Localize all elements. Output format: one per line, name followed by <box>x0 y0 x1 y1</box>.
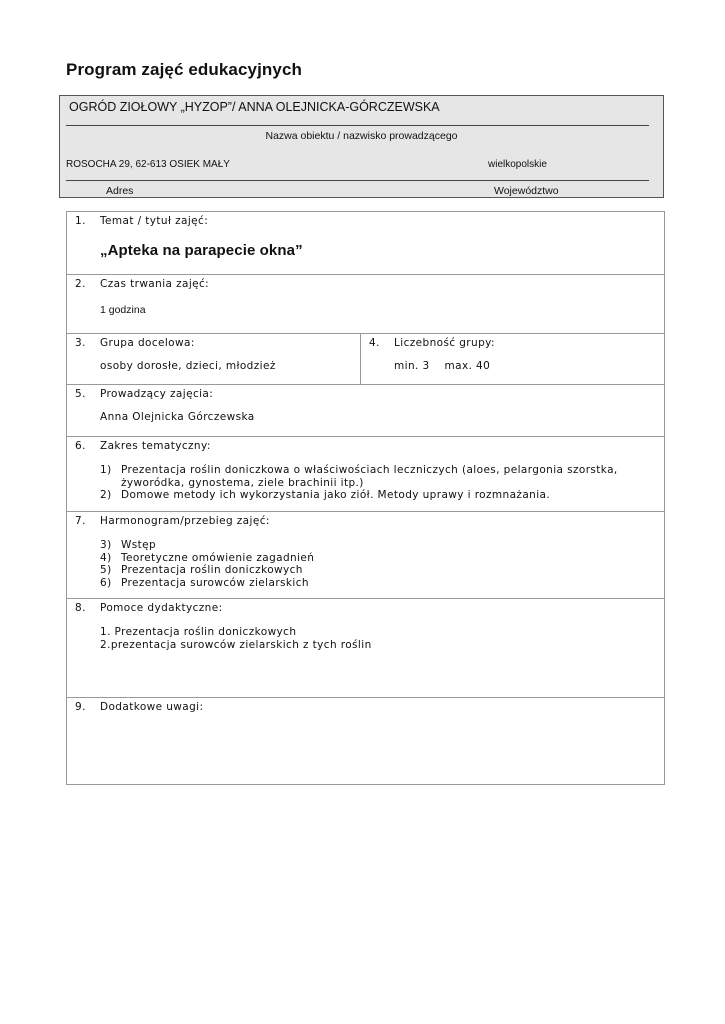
list-number: 2) <box>100 489 112 501</box>
section-scope <box>67 437 664 512</box>
section-label: Liczebność grupy: <box>394 337 495 349</box>
section-number: 1. <box>75 215 86 227</box>
section-label: Czas trwania zajęć: <box>100 278 210 290</box>
list-item <box>100 577 654 590</box>
section-duration <box>67 275 664 334</box>
section-label: Temat / tytuł zajęć: <box>100 215 209 227</box>
instructor-value: Anna Olejnicka Górczewska <box>100 411 255 423</box>
section-label: Zakres tematyczny: <box>100 440 211 452</box>
scope-list <box>100 464 654 502</box>
section-label: Harmonogram/przebieg zajęć: <box>100 515 270 527</box>
header-box <box>59 95 664 198</box>
section-group-size <box>361 334 664 384</box>
list-number: 1) <box>100 464 112 476</box>
list-text: Teoretyczne omówienie zagadnień <box>121 551 315 564</box>
section-number: 3. <box>75 337 86 349</box>
divider <box>66 180 649 181</box>
list-text: Prezentacja surowców zielarskich <box>121 576 309 589</box>
section-teaching-aids <box>67 599 664 698</box>
section-number: 5. <box>75 388 86 400</box>
section-number: 7. <box>75 515 86 527</box>
section-label: Prowadzący zajęcia: <box>100 388 214 400</box>
list-text: Prezentacja roślin doniczkowa o właściwościach leczniczych (aloes, pelargonia szorstka, żyworódka, gynostema, ziele brachinii itp.) <box>121 464 618 489</box>
section-number: 2. <box>75 278 86 290</box>
section-label: Pomoce dydaktyczne: <box>100 602 223 614</box>
address-caption: Adres <box>106 185 134 197</box>
list-number: 6) <box>100 576 112 589</box>
list-item <box>100 552 654 565</box>
list-number: 3) <box>100 539 112 551</box>
topic-title: „Apteka na parapecie okna” <box>100 242 303 259</box>
section-number: 4. <box>369 337 380 349</box>
list-item <box>100 464 654 489</box>
list-text: Wstęp <box>121 539 157 551</box>
section-group-row <box>67 334 664 385</box>
list-text: Domowe metody ich wykorzystania jako ziół. Metody uprawy i rozmnażania. <box>121 489 551 501</box>
section-number: 6. <box>75 440 86 452</box>
section-topic <box>67 212 664 275</box>
object-name: OGRÓD ZIOŁOWY „HYZOP”/ ANNA OLEJNICKA-GÓRCZEWSKA <box>69 100 440 114</box>
address-value: ROSOCHA 29, 62-613 OSIEK MAŁY <box>66 159 230 170</box>
region-value: wielkopolskie <box>488 159 547 170</box>
form-table <box>66 211 665 785</box>
divider <box>66 125 649 126</box>
list-item: 2.prezentacja surowców zielarskich z tych roślin <box>100 638 372 651</box>
section-schedule <box>67 512 664 599</box>
list-number: 4) <box>100 551 112 564</box>
duration-value: 1 godzina <box>100 304 146 316</box>
target-group-value: osoby dorosłe, dzieci, młodzież <box>100 360 276 372</box>
list-number: 5) <box>100 564 112 576</box>
section-notes <box>67 698 664 784</box>
page-title: Program zajęć edukacyjnych <box>66 60 302 79</box>
list-text: Prezentacja roślin doniczkowych <box>121 564 303 576</box>
section-number: 9. <box>75 701 86 713</box>
group-size-value: min. 3 max. 40 <box>394 360 491 372</box>
schedule-list <box>100 539 654 589</box>
teaching-aids-list <box>100 626 654 651</box>
section-instructor <box>67 385 664 437</box>
object-caption: Nazwa obiektu / nazwisko prowadzącego <box>265 130 458 142</box>
list-item <box>100 539 654 552</box>
list-item: 1. Prezentacja roślin doniczkowych <box>100 626 297 638</box>
section-label: Dodatkowe uwagi: <box>100 701 204 713</box>
section-target-group <box>67 334 361 384</box>
section-number: 8. <box>75 602 86 614</box>
list-item <box>100 564 654 577</box>
list-item <box>100 489 654 502</box>
section-label: Grupa docelowa: <box>100 337 195 349</box>
region-caption: Województwo <box>494 185 559 197</box>
